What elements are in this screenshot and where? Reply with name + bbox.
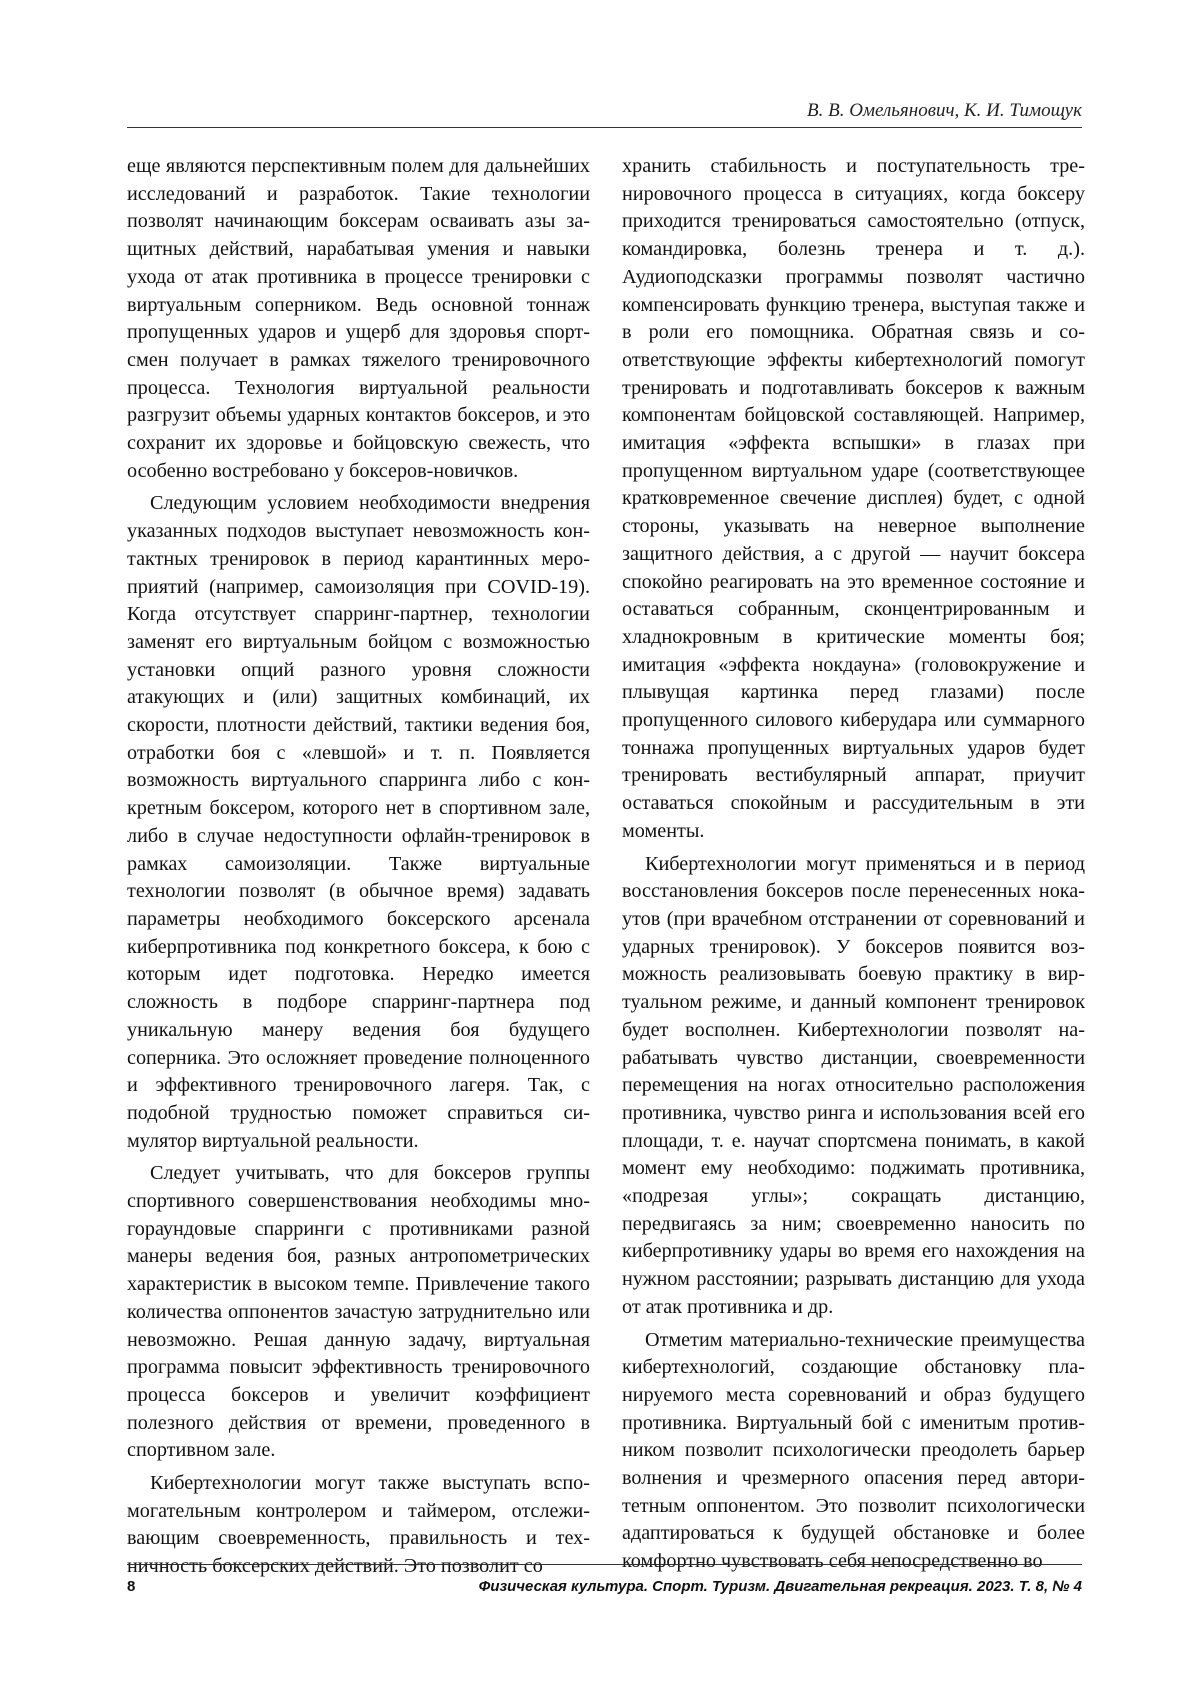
footer-divider	[127, 1564, 1082, 1565]
page-number: 8	[127, 1578, 136, 1595]
header-divider	[127, 127, 1082, 128]
right-column	[622, 153, 1085, 1573]
running-head-authors: В. В. Омельянович, К. И. Тимощук	[806, 100, 1082, 121]
right-paragraph-3: Отметим материально-технические преимущества кибертехнологий, создающие обстановку планируемого места соревнований и образ будущего противника. Виртуальный бой с именитым противником позволит психологически преодолеть барьер волнения и чрезмерного опасения перед авторитетным оппонентом. Это позволит психологически адаптироваться к будущей обстановке и более комфортно чувствовать себя непосредственно во	[622, 1328, 1085, 1573]
left-column	[127, 153, 590, 1578]
left-paragraph-4: Кибертехнологии могут также выступать вспомогательным контролером и таймером, отслеживающим своевременность, правильность и техничность боксерских действий. Это позволит со	[127, 1472, 590, 1578]
right-paragraph-1: хранить стабильность и поступательность тренировочного процесса в ситуациях, когда боксеру приходится тренироваться самостоятельно (отпуск, командировка, болезнь тренера и т. д.). Аудиоподсказки программы позволят частично компенсировать функцию тренера, выступая также и в роли его помощника. Обратная связь и соответствующие эффекты кибертехнологий помогут тренировать и подготавливать боксеров к важным компонентам бойцовской составляющей. Например, имитация «эффекта вспышки» в глазах при пропущенном виртуальном ударе (соответствующее кратковременное свечение дисплея) будет, с одной стороны, указывать на неверное выполнение защитного действия, а с другой — научит боксера спокойно реагировать на это временное состояние и оставаться собранным, сконцентрированным и хладнокровным в критические моменты боя; имитация «эффекта нокдауна» (головокружение и плывущая картинка перед глазами) после пропущенного силового киберудара или суммарного тоннажа пропущенных виртуальных ударов будет тренировать вестибулярный аппарат, приучит оставаться спокойным и рассудительным в эти моменты.	[622, 155, 1085, 842]
journal-title: Физическая культура. Спорт. Туризм. Двигательная рекреация. 2023. Т. 8, № 4	[478, 1578, 1082, 1595]
left-paragraph-2: Следующим условием необходимости внедрения указанных подходов выступает невозможность контактных тренировок в период карантинных мероприятий (например, самоизоляция при COVID-19). Когда отсутствует спарринг-партнер, технологии заменят его виртуальным бойцом с возможностью установки опций разного уровня сложности атакующих и (или) защитных комбинаций, их скорости, плотности действий, тактики ведения боя, отработки боя с «левшой» и т. п. Появляется возможность виртуального спарринга либо с конкретным боксером, которого нет в спортивном зале, либо в случае недоступности офлайн-тренировок в рамках самоизоляции. Также виртуальные технологии позволят (в обычное время) задавать параметры необходимого боксерского арсенала киберпротивника под конкретного боксера, к бою с которым идет подготовка. Нередко имеется сложность в подборе спарринг-партнера под уникальную манеру ведения боя будущего соперника. Это осложняет проведение полноценного и эффективного тренировочного лагеря. Так, с подобной трудностью поможет справиться симулятор виртуальной реальности.	[127, 492, 590, 1152]
right-paragraph-2: Кибертехнологии могут применяться и в период восстановления боксеров после перенесенных нокаутов (при врачебном отстранении от соревнований и ударных тренировок). У боксеров появится возможность реализовывать боевую практику в виртуальном режиме, и данный компонент тренировок будет восполнен. Кибертехнологии позволят нарабатывать чувство дистанции, своевременности перемещения на ногах относительно расположения противника, чувство ринга и использования всей его площади, т. е. научат спортсмена понимать, в какой момент ему необходимо: поджимать противника, «подрезая углы»; сокращать дистанцию, передвигаясь за ним; своевременно наносить по киберпротивнику удары во время его нахождения на нужном расстоянии; разрывать дистанцию для ухода от атак противника и др.	[622, 852, 1085, 1318]
left-paragraph-3: Следует учитывать, что для боксеров группы спортивного совершенствования необходимы многораундовые спарринги с противниками разной манеры ведения боя, разных антропометрических характеристик в высоком темпе. Привлечение такого количества оппонентов зачастую затруднительно или невозможно. Решая данную задачу, виртуальная программа повысит эффективность тренировочного процесса боксеров и увеличит коэффициент полезного действия от времени, проведенного в спортивном зале.	[127, 1162, 590, 1462]
left-paragraph-1: еще являются перспективным полем для дальнейших исследований и разработок. Такие технологии позволят начинающим боксерам осваивать азы защитных действий, нарабатывая умения и навыки ухода от атак противника в процессе тренировки с виртуальным соперником. Ведь основной тоннаж пропущенных ударов и ущерб для здоровья спортсмен получает в рамках тяжелого тренировочного процесса. Технология виртуальной реальности разгрузит объемы ударных контактов боксеров, и это сохранит их здоровье и бойцовскую свежесть, что особенно востребовано у боксеров-новичков.	[127, 155, 590, 482]
